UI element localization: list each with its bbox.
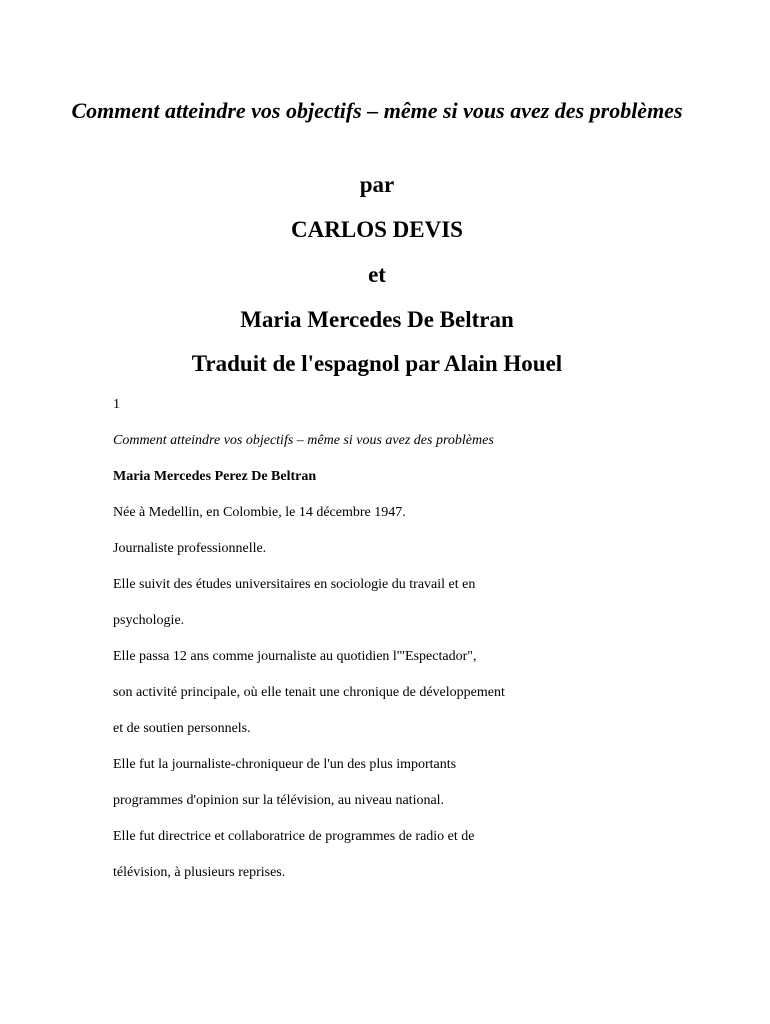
- page-number: 1: [113, 397, 120, 412]
- translator-credit: Traduit de l'espagnol par Alain Houel: [191, 351, 563, 376]
- author-carlos-devis: CARLOS DEVIS: [291, 217, 463, 242]
- paragraph-line: Née à Medellin, en Colombie, le 14 décembre 1947.: [113, 505, 406, 520]
- paragraph-line: télévision, à plusieurs reprises.: [113, 865, 286, 880]
- paragraph-line: Elle fut directrice et collaboratrice de programmes de radio et de: [113, 829, 475, 844]
- author-maria-mercedes: Maria Mercedes De Beltran: [240, 307, 514, 332]
- section-heading: Maria Mercedes Perez De Beltran: [113, 469, 317, 484]
- document-title: Comment atteindre vos objectifs – même si vous avez des problèmes: [71, 98, 683, 123]
- paragraph-line: psychologie.: [113, 613, 185, 628]
- paragraph-line: Elle suivit des études universitaires en sociologie du travail et en: [113, 577, 476, 592]
- paragraph-line: programmes d'opinion sur la télévision, au niveau national.: [113, 793, 445, 808]
- paragraph-line: Elle fut la journaliste-chroniqueur de l'un des plus importants: [113, 757, 457, 772]
- running-title: Comment atteindre vos objectifs – même si vous avez des problèmes: [113, 433, 494, 448]
- byline-par: par: [359, 172, 395, 197]
- byline-et: et: [368, 262, 386, 287]
- paragraph-line: et de soutien personnels.: [113, 721, 251, 736]
- paragraph-line: Elle passa 12 ans comme journaliste au quotidien l'"Espectador",: [113, 649, 477, 664]
- paragraph-line: son activité principale, où elle tenait une chronique de développement: [113, 685, 505, 700]
- paragraph-line: Journaliste professionnelle.: [113, 541, 267, 556]
